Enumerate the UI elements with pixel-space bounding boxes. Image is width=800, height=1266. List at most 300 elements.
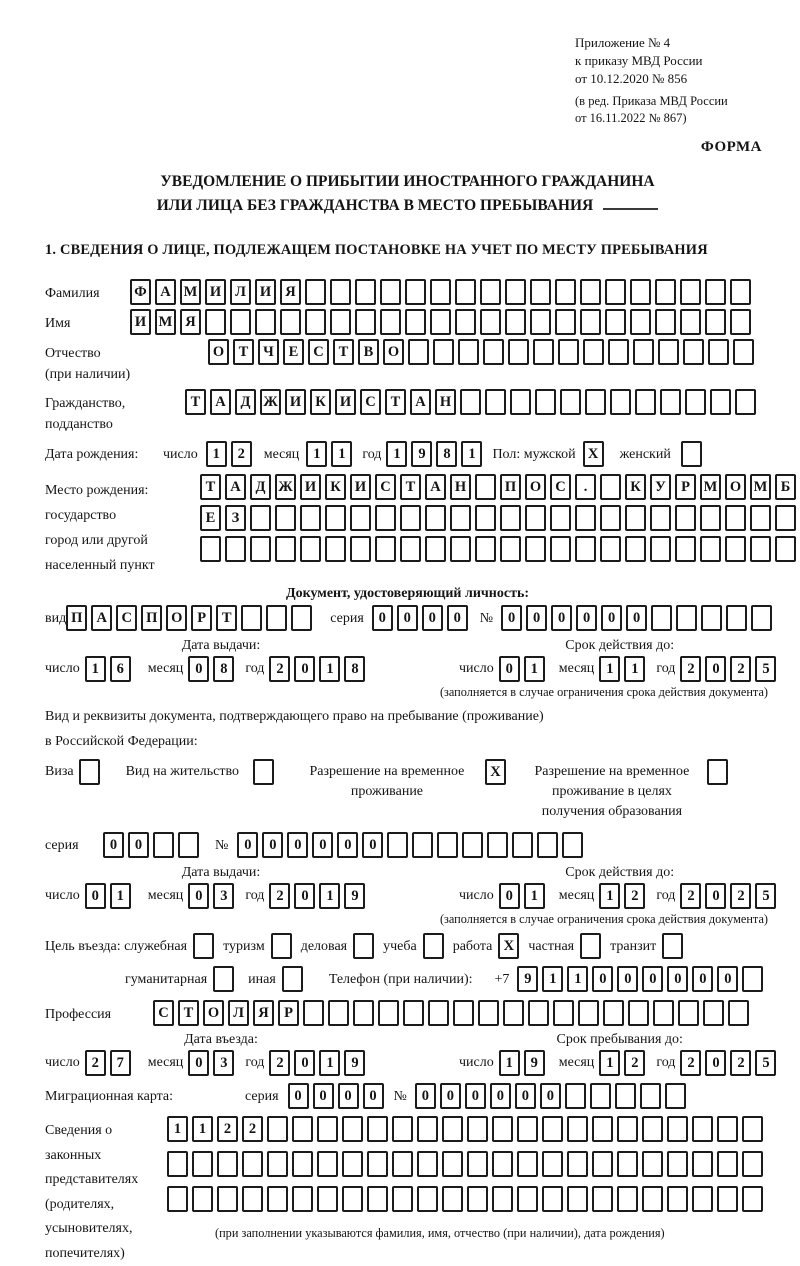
char-box[interactable] (250, 505, 271, 531)
char-box[interactable] (742, 966, 763, 992)
char-box[interactable] (580, 279, 601, 305)
char-box[interactable] (242, 1151, 263, 1177)
char-box[interactable] (317, 1151, 338, 1177)
char-box[interactable] (751, 605, 772, 631)
char-box[interactable] (603, 1000, 624, 1026)
char-box[interactable] (533, 339, 554, 365)
char-box[interactable]: Н (435, 389, 456, 415)
char-box[interactable]: 9 (344, 883, 365, 909)
char-box[interactable] (267, 1116, 288, 1142)
char-box[interactable]: Я (180, 309, 201, 335)
char-box[interactable] (242, 1186, 263, 1212)
char-box[interactable]: Т (216, 605, 237, 631)
char-box[interactable] (455, 309, 476, 335)
char-box[interactable]: 0 (362, 832, 383, 858)
char-box[interactable]: 0 (592, 966, 613, 992)
char-box[interactable]: 1 (542, 966, 563, 992)
char-box[interactable]: Л (228, 1000, 249, 1026)
char-box[interactable]: Т (233, 339, 254, 365)
char-box[interactable]: 7 (110, 1050, 131, 1076)
char-box[interactable] (530, 279, 551, 305)
char-box[interactable] (585, 389, 606, 415)
char-box[interactable] (580, 309, 601, 335)
char-box[interactable] (555, 309, 576, 335)
char-box[interactable] (717, 1151, 738, 1177)
char-box[interactable] (450, 536, 471, 562)
char-box[interactable] (625, 536, 646, 562)
char-box[interactable]: 2 (624, 883, 645, 909)
char-box[interactable]: К (325, 474, 346, 500)
char-box[interactable] (253, 759, 274, 785)
char-box[interactable] (300, 505, 321, 531)
char-box[interactable] (542, 1186, 563, 1212)
char-box[interactable]: 1 (319, 656, 340, 682)
char-box[interactable]: М (700, 474, 721, 500)
char-box[interactable] (575, 536, 596, 562)
char-box[interactable] (667, 1151, 688, 1177)
char-box[interactable] (367, 1186, 388, 1212)
char-box[interactable]: 0 (526, 605, 547, 631)
char-box[interactable] (685, 389, 706, 415)
char-box[interactable] (560, 389, 581, 415)
char-box[interactable] (505, 279, 526, 305)
char-box[interactable] (367, 1151, 388, 1177)
char-box[interactable] (633, 339, 654, 365)
char-box[interactable] (480, 309, 501, 335)
char-box[interactable] (492, 1151, 513, 1177)
char-box[interactable]: 9 (517, 966, 538, 992)
char-box[interactable]: Е (283, 339, 304, 365)
char-box[interactable] (392, 1186, 413, 1212)
char-box[interactable] (380, 309, 401, 335)
char-box[interactable]: Ч (258, 339, 279, 365)
char-box[interactable] (455, 279, 476, 305)
char-box[interactable] (565, 1083, 586, 1109)
char-box[interactable]: 2 (680, 883, 701, 909)
char-box[interactable]: 0 (465, 1083, 486, 1109)
char-box[interactable]: 2 (242, 1116, 263, 1142)
char-box[interactable] (600, 505, 621, 531)
char-box[interactable]: 1 (386, 441, 407, 467)
char-box[interactable]: 0 (499, 656, 520, 682)
char-box[interactable]: 0 (617, 966, 638, 992)
char-box[interactable] (417, 1186, 438, 1212)
char-box[interactable]: 0 (626, 605, 647, 631)
char-box[interactable]: Р (278, 1000, 299, 1026)
char-box[interactable]: 0 (312, 832, 333, 858)
char-box[interactable] (550, 505, 571, 531)
char-box[interactable] (392, 1116, 413, 1142)
char-box[interactable]: 2 (217, 1116, 238, 1142)
char-box[interactable]: А (225, 474, 246, 500)
char-box[interactable]: 3 (213, 883, 234, 909)
char-box[interactable] (680, 279, 701, 305)
char-box[interactable]: С (550, 474, 571, 500)
char-box[interactable]: С (308, 339, 329, 365)
char-box[interactable]: 0 (372, 605, 393, 631)
char-box[interactable]: И (255, 279, 276, 305)
char-box[interactable]: 0 (287, 832, 308, 858)
char-box[interactable] (400, 536, 421, 562)
char-box[interactable]: Б (775, 474, 796, 500)
char-box[interactable] (742, 1151, 763, 1177)
char-box[interactable]: 0 (103, 832, 124, 858)
char-box[interactable]: М (155, 309, 176, 335)
char-box[interactable]: 1 (599, 656, 620, 682)
char-box[interactable]: 0 (363, 1083, 384, 1109)
char-box[interactable]: Я (253, 1000, 274, 1026)
char-box[interactable] (700, 536, 721, 562)
char-box[interactable] (280, 309, 301, 335)
char-box[interactable]: О (525, 474, 546, 500)
char-box[interactable] (750, 536, 771, 562)
char-box[interactable]: О (166, 605, 187, 631)
char-box[interactable] (192, 1186, 213, 1212)
char-box[interactable]: 0 (85, 883, 106, 909)
char-box[interactable] (367, 1116, 388, 1142)
char-box[interactable]: 2 (85, 1050, 106, 1076)
char-box[interactable] (353, 1000, 374, 1026)
char-box[interactable] (442, 1151, 463, 1177)
char-box[interactable] (567, 1151, 588, 1177)
char-box[interactable]: 2 (231, 441, 252, 467)
char-box[interactable] (592, 1186, 613, 1212)
char-box[interactable]: Я (280, 279, 301, 305)
char-box[interactable]: 2 (624, 1050, 645, 1076)
char-box[interactable] (342, 1116, 363, 1142)
char-box[interactable]: 0 (337, 832, 358, 858)
char-box[interactable]: 1 (167, 1116, 188, 1142)
char-box[interactable] (355, 309, 376, 335)
char-box[interactable] (592, 1151, 613, 1177)
char-box[interactable]: 1 (524, 656, 545, 682)
char-box[interactable] (267, 1186, 288, 1212)
char-box[interactable] (492, 1186, 513, 1212)
char-box[interactable] (562, 832, 583, 858)
char-box[interactable] (292, 1116, 313, 1142)
char-box[interactable] (153, 832, 174, 858)
char-box[interactable]: 2 (680, 656, 701, 682)
char-box[interactable] (675, 505, 696, 531)
char-box[interactable] (442, 1186, 463, 1212)
char-box[interactable] (653, 1000, 674, 1026)
char-box[interactable]: 5 (755, 1050, 776, 1076)
char-box[interactable] (542, 1151, 563, 1177)
char-box[interactable] (380, 279, 401, 305)
char-box[interactable] (475, 474, 496, 500)
char-box[interactable] (655, 309, 676, 335)
char-box[interactable]: А (425, 474, 446, 500)
char-box[interactable]: 0 (188, 883, 209, 909)
char-box[interactable] (730, 279, 751, 305)
char-box[interactable]: Е (200, 505, 221, 531)
char-box[interactable] (442, 1116, 463, 1142)
char-box[interactable] (717, 1116, 738, 1142)
char-box[interactable] (728, 1000, 749, 1026)
char-box[interactable]: К (310, 389, 331, 415)
char-box[interactable] (662, 933, 683, 959)
char-box[interactable] (275, 505, 296, 531)
char-box[interactable] (675, 536, 696, 562)
char-box[interactable] (325, 505, 346, 531)
char-box[interactable] (681, 441, 702, 467)
char-box[interactable] (350, 536, 371, 562)
char-box[interactable] (742, 1116, 763, 1142)
char-box[interactable] (483, 339, 504, 365)
char-box[interactable] (678, 1000, 699, 1026)
char-box[interactable] (535, 389, 556, 415)
char-box[interactable]: П (500, 474, 521, 500)
char-box[interactable] (580, 933, 601, 959)
char-box[interactable] (275, 536, 296, 562)
char-box[interactable] (708, 339, 729, 365)
char-box[interactable] (775, 536, 796, 562)
char-box[interactable]: 0 (576, 605, 597, 631)
char-box[interactable]: О (208, 339, 229, 365)
char-box[interactable]: 0 (440, 1083, 461, 1109)
char-box[interactable] (733, 339, 754, 365)
char-box[interactable] (317, 1116, 338, 1142)
char-box[interactable] (530, 309, 551, 335)
char-box[interactable] (710, 389, 731, 415)
char-box[interactable]: 8 (436, 441, 457, 467)
char-box[interactable] (292, 1151, 313, 1177)
char-box[interactable]: 0 (237, 832, 258, 858)
char-box[interactable] (635, 389, 656, 415)
char-box[interactable] (403, 1000, 424, 1026)
char-box[interactable]: Д (235, 389, 256, 415)
char-box[interactable] (408, 339, 429, 365)
char-box[interactable]: А (210, 389, 231, 415)
char-box[interactable] (600, 474, 621, 500)
char-box[interactable]: П (141, 605, 162, 631)
char-box[interactable] (487, 832, 508, 858)
char-box[interactable] (625, 505, 646, 531)
char-box[interactable] (460, 389, 481, 415)
char-box[interactable]: М (750, 474, 771, 500)
char-box[interactable] (517, 1151, 538, 1177)
char-box[interactable]: 1 (192, 1116, 213, 1142)
char-box[interactable] (642, 1186, 663, 1212)
char-box[interactable] (735, 389, 756, 415)
char-box[interactable] (467, 1116, 488, 1142)
char-box[interactable] (255, 309, 276, 335)
char-box[interactable] (480, 279, 501, 305)
char-box[interactable] (651, 605, 672, 631)
char-box[interactable]: 0 (490, 1083, 511, 1109)
char-box[interactable] (555, 279, 576, 305)
char-box[interactable]: Т (200, 474, 221, 500)
char-box[interactable] (525, 505, 546, 531)
char-box[interactable] (542, 1116, 563, 1142)
char-box[interactable]: 3 (213, 1050, 234, 1076)
char-box[interactable] (592, 1116, 613, 1142)
char-box[interactable]: И (285, 389, 306, 415)
char-box[interactable]: Т (385, 389, 406, 415)
char-box[interactable] (213, 966, 234, 992)
char-box[interactable] (430, 309, 451, 335)
char-box[interactable] (303, 1000, 324, 1026)
char-box[interactable]: 0 (642, 966, 663, 992)
char-box[interactable] (291, 605, 312, 631)
char-box[interactable]: 1 (599, 883, 620, 909)
char-box[interactable]: 0 (294, 656, 315, 682)
char-box[interactable]: Ж (275, 474, 296, 500)
char-box[interactable] (676, 605, 697, 631)
char-box[interactable] (655, 279, 676, 305)
char-box[interactable] (525, 536, 546, 562)
char-box[interactable] (703, 1000, 724, 1026)
char-box[interactable]: 0 (262, 832, 283, 858)
char-box[interactable] (567, 1186, 588, 1212)
char-box[interactable]: 0 (667, 966, 688, 992)
char-box[interactable] (692, 1151, 713, 1177)
char-box[interactable] (517, 1186, 538, 1212)
char-box[interactable] (500, 505, 521, 531)
char-box[interactable]: 0 (705, 883, 726, 909)
char-box[interactable] (342, 1151, 363, 1177)
char-box[interactable] (475, 505, 496, 531)
char-box[interactable] (433, 339, 454, 365)
char-box[interactable]: Т (333, 339, 354, 365)
char-box[interactable] (705, 309, 726, 335)
char-box[interactable] (467, 1151, 488, 1177)
char-box[interactable] (417, 1116, 438, 1142)
char-box[interactable]: 1 (461, 441, 482, 467)
char-box[interactable] (650, 536, 671, 562)
char-box[interactable] (726, 605, 747, 631)
char-box[interactable] (305, 279, 326, 305)
char-box[interactable] (437, 832, 458, 858)
char-box[interactable]: 0 (717, 966, 738, 992)
char-box[interactable] (375, 505, 396, 531)
char-box[interactable] (725, 505, 746, 531)
char-box[interactable] (392, 1151, 413, 1177)
char-box[interactable] (200, 536, 221, 562)
char-box[interactable] (617, 1186, 638, 1212)
char-box[interactable]: 9 (524, 1050, 545, 1076)
char-box[interactable]: 0 (705, 1050, 726, 1076)
char-box[interactable] (605, 309, 626, 335)
char-box[interactable] (330, 309, 351, 335)
char-box[interactable]: 0 (188, 656, 209, 682)
char-box[interactable]: 1 (599, 1050, 620, 1076)
char-box[interactable] (505, 309, 526, 335)
char-box[interactable] (775, 505, 796, 531)
char-box[interactable] (450, 505, 471, 531)
char-box[interactable]: А (410, 389, 431, 415)
char-box[interactable] (512, 832, 533, 858)
char-box[interactable]: 0 (692, 966, 713, 992)
char-box[interactable] (178, 832, 199, 858)
char-box[interactable]: 0 (313, 1083, 334, 1109)
char-box[interactable]: 1 (331, 441, 352, 467)
char-box[interactable]: 0 (705, 656, 726, 682)
char-box[interactable] (230, 309, 251, 335)
char-box[interactable]: 0 (515, 1083, 536, 1109)
char-box[interactable]: 0 (551, 605, 572, 631)
char-box[interactable] (193, 933, 214, 959)
char-box[interactable]: 1 (206, 441, 227, 467)
char-box[interactable]: А (91, 605, 112, 631)
char-box[interactable] (492, 1116, 513, 1142)
char-box[interactable]: 9 (344, 1050, 365, 1076)
char-box[interactable]: 2 (269, 1050, 290, 1076)
char-box[interactable] (412, 832, 433, 858)
char-box[interactable] (387, 832, 408, 858)
char-box[interactable]: В (358, 339, 379, 365)
char-box[interactable] (462, 832, 483, 858)
char-box[interactable]: Т (178, 1000, 199, 1026)
char-box[interactable]: Ж (260, 389, 281, 415)
char-box[interactable]: К (625, 474, 646, 500)
char-box[interactable] (467, 1186, 488, 1212)
char-box[interactable]: 0 (601, 605, 622, 631)
char-box[interactable]: 0 (501, 605, 522, 631)
char-box[interactable]: И (300, 474, 321, 500)
char-box[interactable]: 5 (755, 656, 776, 682)
char-box[interactable] (271, 933, 292, 959)
char-box[interactable] (241, 605, 262, 631)
char-box[interactable] (590, 1083, 611, 1109)
char-box[interactable]: 2 (680, 1050, 701, 1076)
char-box[interactable] (700, 505, 721, 531)
char-box[interactable]: Н (450, 474, 471, 500)
char-box[interactable]: 0 (294, 883, 315, 909)
char-box[interactable] (528, 1000, 549, 1026)
char-box[interactable] (508, 339, 529, 365)
char-box[interactable] (725, 536, 746, 562)
char-box[interactable]: Р (191, 605, 212, 631)
char-box[interactable]: 1 (499, 1050, 520, 1076)
char-box[interactable]: С (153, 1000, 174, 1026)
char-box[interactable] (405, 309, 426, 335)
char-box[interactable]: 9 (411, 441, 432, 467)
char-box[interactable] (705, 279, 726, 305)
char-box[interactable]: 1 (319, 1050, 340, 1076)
char-box[interactable]: С (375, 474, 396, 500)
char-box[interactable] (717, 1186, 738, 1212)
char-box[interactable] (317, 1186, 338, 1212)
char-box[interactable] (578, 1000, 599, 1026)
char-box[interactable] (583, 339, 604, 365)
char-box[interactable] (537, 832, 558, 858)
char-box[interactable]: О (725, 474, 746, 500)
char-box[interactable]: 6 (110, 656, 131, 682)
char-box[interactable] (503, 1000, 524, 1026)
char-box[interactable] (630, 279, 651, 305)
char-box[interactable] (640, 1083, 661, 1109)
char-box[interactable]: 2 (269, 883, 290, 909)
char-box[interactable]: 0 (188, 1050, 209, 1076)
char-box[interactable] (282, 966, 303, 992)
char-box[interactable] (167, 1186, 188, 1212)
char-box[interactable] (300, 536, 321, 562)
char-box[interactable]: И (350, 474, 371, 500)
char-box[interactable] (650, 505, 671, 531)
char-box[interactable] (660, 389, 681, 415)
char-box[interactable] (267, 1151, 288, 1177)
char-box[interactable] (707, 759, 728, 785)
char-box[interactable] (750, 505, 771, 531)
char-box[interactable] (423, 933, 444, 959)
char-box[interactable] (225, 536, 246, 562)
char-box[interactable] (458, 339, 479, 365)
char-box[interactable]: С (116, 605, 137, 631)
char-box[interactable] (730, 309, 751, 335)
char-box[interactable] (328, 1000, 349, 1026)
char-box[interactable] (667, 1186, 688, 1212)
